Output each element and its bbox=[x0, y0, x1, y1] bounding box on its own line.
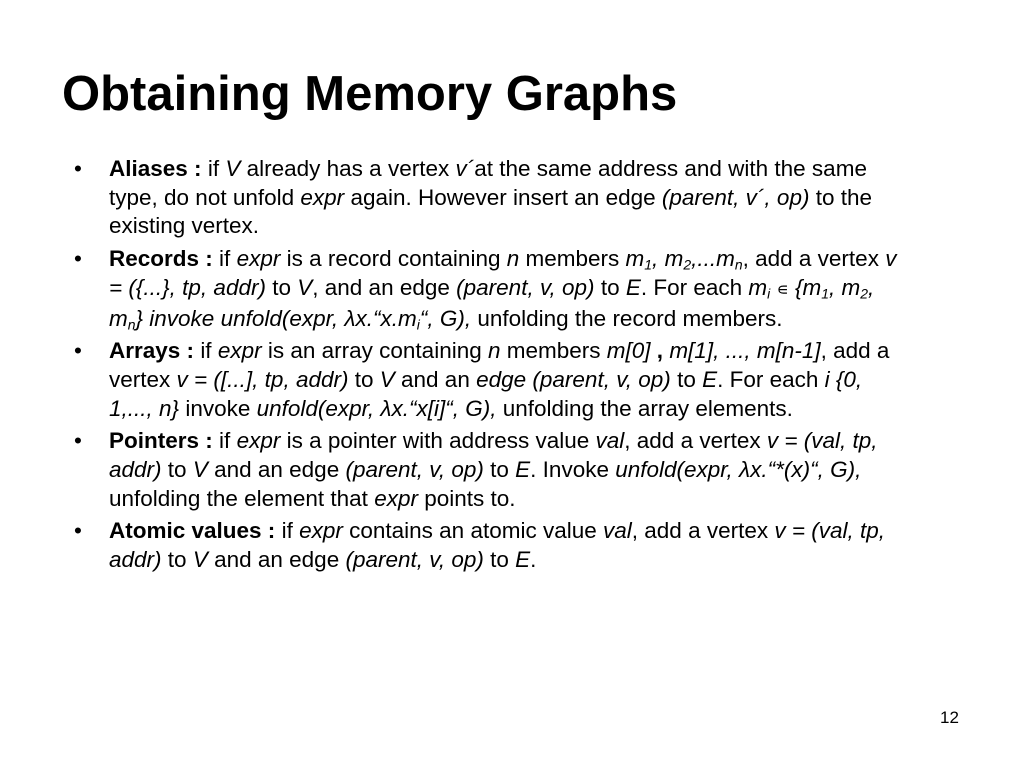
text: and an edge bbox=[207, 547, 346, 573]
var-n: n bbox=[487, 338, 501, 364]
text: , add a vertex bbox=[631, 518, 775, 544]
var-val: val bbox=[603, 518, 632, 544]
text: members bbox=[519, 246, 626, 272]
bullet-arrays bbox=[74, 337, 904, 423]
member-range: $m_2,...m_n$ bbox=[664, 246, 743, 273]
element-of-symbol: ∊ bbox=[776, 279, 789, 299]
bullet-pointers bbox=[74, 427, 904, 513]
slide-title: Obtaining Memory Graphs bbox=[62, 67, 678, 121]
var-expr: expr bbox=[236, 428, 281, 454]
term-arrays: Arrays : bbox=[109, 338, 195, 364]
text: if bbox=[219, 428, 237, 454]
text: . For each bbox=[717, 366, 825, 392]
text: unfolding the record members. bbox=[471, 305, 783, 331]
page-number: 12 bbox=[940, 708, 959, 727]
var-expr: expr bbox=[217, 338, 262, 364]
vertex-tuple: v = (val, tp, addr) bbox=[109, 428, 878, 483]
text: . Invoke bbox=[530, 457, 616, 483]
text: if bbox=[200, 338, 218, 364]
text: to the existing vertex. bbox=[109, 184, 872, 239]
bullet-records bbox=[74, 245, 904, 333]
edge-tuple: (parent, v, op) bbox=[526, 366, 671, 392]
var-E: E bbox=[702, 366, 718, 392]
var-V: V bbox=[192, 457, 208, 483]
member-range: m[1], ..., m[n-1] bbox=[663, 338, 821, 364]
unfold-call: invoke unfold(expr, $\lambda x.“x.m_i“$, G), bbox=[143, 305, 472, 332]
var-m1: $m_1$, bbox=[625, 246, 659, 273]
text: members bbox=[500, 338, 607, 364]
bullet-atomic-values bbox=[74, 517, 904, 574]
term-records: Records : bbox=[109, 246, 213, 272]
text: to bbox=[483, 547, 516, 573]
text: again. However insert an edge bbox=[344, 184, 662, 210]
vertex-tuple: v = ([...], tp, addr) bbox=[176, 366, 349, 392]
edge-tuple: (parent, v, op) bbox=[345, 547, 484, 573]
text: to bbox=[670, 366, 703, 392]
bullet-dot-icon: • bbox=[74, 246, 82, 272]
text: , add a vertex bbox=[624, 428, 767, 454]
text: , add a vertex bbox=[109, 338, 890, 392]
bullet-dot-icon: • bbox=[74, 338, 82, 364]
bullet-dot-icon: • bbox=[74, 428, 82, 454]
member-set: {$m_1$, $m_2$, $m_n$} bbox=[109, 274, 875, 332]
text: at the same address and with the same type, do not unfold bbox=[109, 156, 867, 210]
var-n: n bbox=[506, 246, 520, 272]
var-mi: $m_i$ bbox=[748, 274, 771, 302]
text: to bbox=[348, 366, 380, 392]
text: if bbox=[219, 246, 237, 272]
text: contains an atomic value bbox=[342, 518, 604, 544]
text: . bbox=[530, 547, 537, 573]
var-v-prime: v´ bbox=[455, 156, 475, 181]
vertex-tuple: v = ({...}, tp, addr) bbox=[109, 246, 897, 300]
var-expr: expr bbox=[299, 518, 343, 544]
var-expr: expr bbox=[236, 246, 281, 272]
text: to bbox=[483, 457, 516, 483]
bullet-dot-icon: • bbox=[74, 518, 82, 544]
text: unfolding the array elements. bbox=[496, 395, 793, 421]
var-V: V bbox=[297, 274, 313, 300]
var-E: E bbox=[515, 547, 531, 573]
var-v: V bbox=[225, 156, 241, 181]
text: if bbox=[207, 156, 226, 181]
edge-tuple: (parent, v, op) bbox=[345, 457, 484, 483]
bullet-dot-icon: • bbox=[74, 156, 82, 181]
text: if bbox=[275, 518, 300, 544]
edge-word: edge bbox=[476, 366, 527, 392]
var-val: val bbox=[595, 428, 625, 454]
text: . For each bbox=[640, 274, 749, 300]
var-i: i bbox=[824, 366, 830, 392]
text: to bbox=[161, 547, 193, 573]
text: is a record containing bbox=[280, 246, 507, 272]
term-atomic-values: Atomic values : bbox=[109, 518, 276, 544]
text: already has a vertex bbox=[240, 156, 456, 181]
text: to bbox=[265, 274, 298, 300]
comma: , bbox=[650, 338, 664, 364]
text: points to. bbox=[417, 485, 516, 511]
text: and an edge bbox=[207, 457, 346, 483]
var-E: E bbox=[625, 274, 641, 300]
edge-tuple: (parent, v´, op) bbox=[661, 184, 810, 210]
var-expr: expr bbox=[300, 184, 345, 210]
member-m0: m[0] bbox=[606, 338, 651, 364]
var-V: V bbox=[192, 547, 208, 573]
text: unfolding the element that bbox=[109, 485, 375, 511]
text: is an array containing bbox=[261, 338, 488, 364]
text: invoke bbox=[179, 395, 257, 421]
text: is a pointer with address value bbox=[280, 428, 596, 454]
unfold-call: unfold(expr, λx.“x[i]“, G), bbox=[256, 395, 497, 421]
text: and an bbox=[394, 366, 477, 392]
bullet-list bbox=[74, 155, 904, 579]
term-pointers: Pointers : bbox=[109, 428, 213, 454]
text: , and an edge bbox=[312, 274, 457, 300]
term-aliases: Aliases : bbox=[109, 156, 202, 181]
text: , add a vertex bbox=[742, 246, 886, 272]
bullet-aliases bbox=[74, 155, 904, 241]
unfold-call: unfold(expr, λx.“*(x)“, G), bbox=[615, 457, 862, 483]
vertex-tuple: v = (val, tp, addr) bbox=[109, 518, 886, 573]
var-V: V bbox=[379, 366, 395, 392]
text: to bbox=[161, 457, 193, 483]
index-set: {0, 1,..., n} bbox=[109, 366, 863, 421]
var-expr: expr bbox=[374, 485, 418, 511]
edge-tuple: (parent, v, op) bbox=[456, 274, 595, 300]
var-E: E bbox=[515, 457, 531, 483]
text: to bbox=[594, 274, 626, 300]
